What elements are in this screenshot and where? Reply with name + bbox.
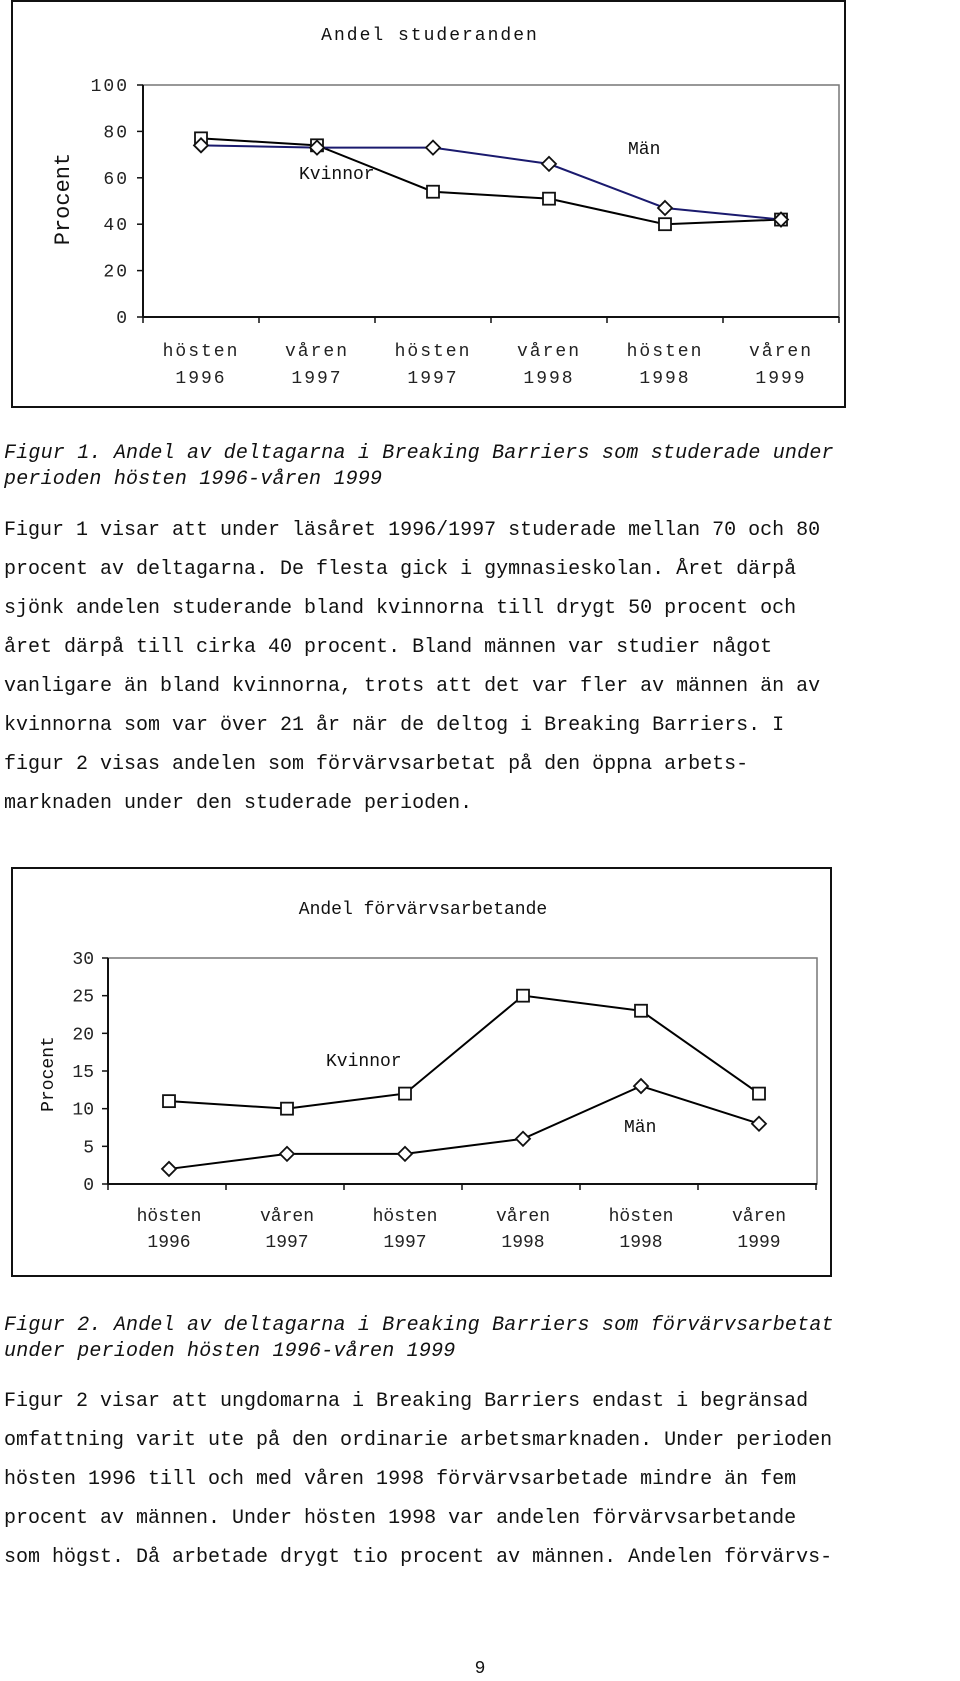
- y-tick-label: 25: [72, 987, 94, 1008]
- x-tick-label: 1998: [523, 369, 575, 389]
- data-point-square: [543, 193, 555, 205]
- x-tick-label: våren: [516, 342, 582, 362]
- y-tick-label: 20: [72, 1025, 94, 1046]
- x-tick-label: våren: [748, 342, 814, 362]
- x-tick-label: 1997: [265, 1233, 309, 1253]
- page-number: 9: [474, 1659, 486, 1679]
- chart-title: Andel förvärvsarbetande: [298, 900, 548, 920]
- y-axis-label: Procent: [51, 152, 76, 246]
- data-point-diamond: [542, 157, 556, 171]
- figure-1-caption: Figur 1. Andel av deltagarna i Breaking Barriers som studerade under perioden hösten 1996-våren 1999: [4, 442, 834, 491]
- chart-forvarvsarbetande: [13, 869, 834, 1279]
- x-tick-label: hösten: [626, 342, 704, 362]
- x-tick-label: hösten: [162, 342, 240, 362]
- y-tick-label: 5: [83, 1138, 94, 1159]
- data-point-diamond: [426, 141, 440, 155]
- x-tick-label: våren: [495, 1207, 551, 1227]
- y-tick-label: 15: [72, 1063, 94, 1083]
- x-tick-label: hösten: [136, 1207, 202, 1227]
- y-tick-label: 10: [72, 1100, 94, 1121]
- x-tick-label: hösten: [372, 1207, 438, 1227]
- y-tick-label: 40: [103, 216, 129, 237]
- x-tick-label: 1999: [737, 1233, 781, 1253]
- y-tick-label: 60: [103, 169, 129, 190]
- data-point-diamond: [398, 1147, 412, 1161]
- y-axis-label: Procent: [39, 1036, 59, 1112]
- x-tick-label: 1998: [639, 369, 691, 389]
- paragraph-2: Figur 2 visar att ungdomarna i Breaking Barriers endast i begränsad omfattning varit ute på den ordinarie arbetsmarknaden. Under perioden hösten 1996 till och med våren 1998 förvärvsarbetade mindre än fem procent av männen. Under hösten 1998 var andelen förvärvsarbetande som högst. Då arbetade drygt tio procent av männen. Andelen förvärvs-: [4, 1390, 833, 1569]
- series-label: Kvinnor: [326, 1052, 402, 1072]
- y-tick-label: 80: [103, 123, 129, 144]
- data-point-square: [753, 1088, 765, 1100]
- data-point-square: [659, 218, 671, 230]
- x-tick-label: våren: [259, 1207, 315, 1227]
- paragraph-1: Figur 1 visar att under läsåret 1996/1997 studerade mellan 70 och 80 procent av deltagarna. De flesta gick i gymnasieskolan. Året därpå sjönk andelen studerande bland kvinnorna till drygt 50 procent och året därpå till cirka 40 procent. Bland männen var studier något vanligare än bland kvinnorna, trots att det var fler av männen än av kvinnorna som var över 21 år när de deltog i Breaking Barriers. I figur 2 visas andelen som förvärvsarbetat på den öppna arbets- marknaden under den studerade perioden.: [4, 519, 821, 815]
- y-tick-label: 0: [116, 309, 129, 329]
- chart-studerande: [13, 2, 848, 410]
- data-point-square: [163, 1095, 175, 1107]
- y-tick-label: 20: [103, 262, 129, 283]
- data-point-square: [399, 1088, 411, 1100]
- x-tick-label: hösten: [608, 1207, 674, 1227]
- x-tick-label: 1997: [407, 369, 459, 389]
- chart-frame-studerande: [11, 0, 846, 408]
- chart-title: Andel studeranden: [321, 26, 539, 46]
- series-line-mn: [201, 145, 781, 219]
- x-tick-label: 1997: [291, 369, 343, 389]
- series-label: Kvinnor: [299, 165, 375, 185]
- data-point-diamond: [516, 1132, 530, 1146]
- y-tick-label: 100: [90, 77, 129, 97]
- x-tick-label: våren: [284, 342, 350, 362]
- data-point-square: [517, 990, 529, 1002]
- data-point-diamond: [162, 1162, 176, 1176]
- chart-frame-forvarvsarbetande: [11, 867, 832, 1277]
- plot-area: [108, 958, 817, 1184]
- data-point-square: [427, 186, 439, 198]
- figure-2-caption: Figur 2. Andel av deltagarna i Breaking Barriers som förvärvsarbetat under perioden hösten 1996-våren 1999: [4, 1314, 834, 1363]
- data-point-square: [281, 1103, 293, 1115]
- x-tick-label: 1996: [147, 1233, 191, 1253]
- plot-area: [143, 85, 839, 317]
- y-tick-label: 30: [72, 950, 94, 970]
- series-line-mn: [169, 1086, 759, 1169]
- series-label: Män: [624, 1118, 657, 1138]
- y-tick-label: 0: [83, 1176, 94, 1196]
- x-tick-label: 1996: [175, 369, 227, 389]
- series-label: Män: [628, 140, 661, 160]
- data-point-diamond: [752, 1117, 766, 1131]
- data-point-diamond: [658, 201, 672, 215]
- data-point-square: [635, 1005, 647, 1017]
- x-tick-label: 1997: [383, 1233, 427, 1253]
- x-tick-label: 1998: [619, 1233, 663, 1253]
- series-line-kvinnor: [169, 996, 759, 1109]
- data-point-diamond: [280, 1147, 294, 1161]
- data-point-diamond: [634, 1079, 648, 1093]
- x-tick-label: hösten: [394, 342, 472, 362]
- x-tick-label: våren: [731, 1207, 787, 1227]
- x-tick-label: 1999: [755, 369, 807, 389]
- x-tick-label: 1998: [501, 1233, 545, 1253]
